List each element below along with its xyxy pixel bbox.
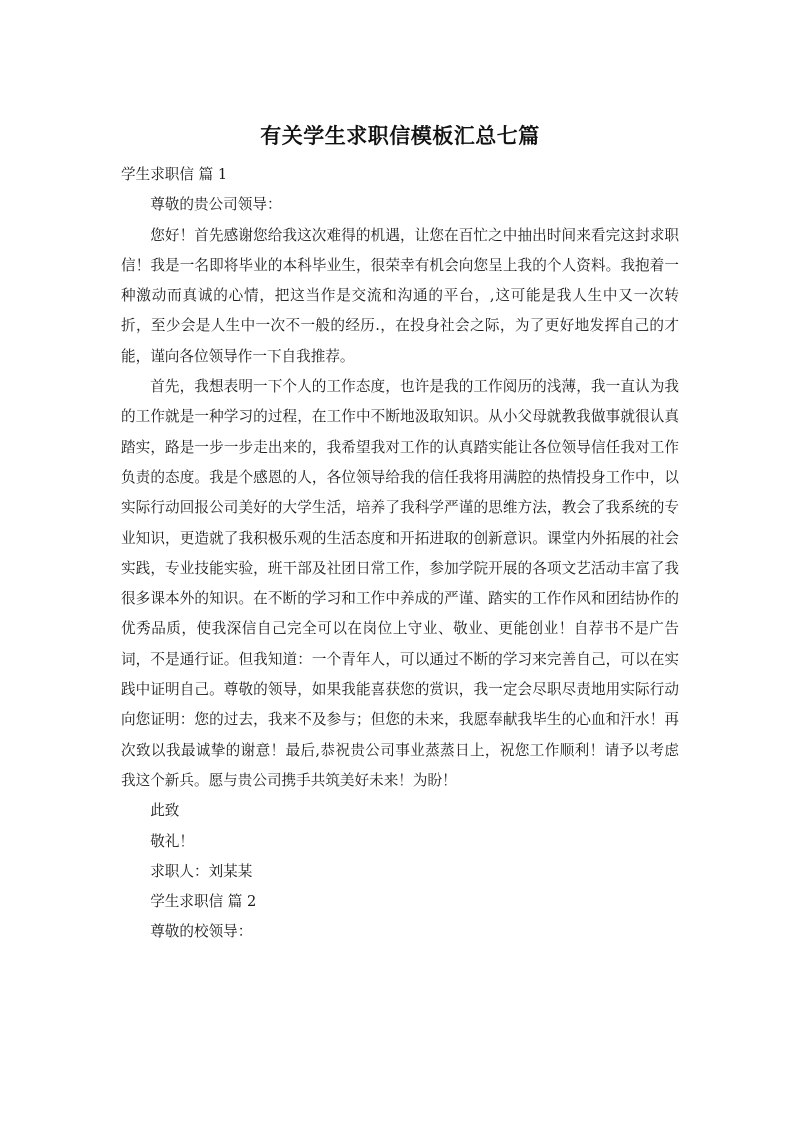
paragraph-self-introduction: 首先，我想表明一下个人的工作态度，也许是我的工作阅历的浅薄，我一直认为我的工作就是一种学习的过程，在工作中不断地汲取知识。从小父母就教我做事就很认真踏实，路是一步一步走出来的，我希望我对工作的认真踏实能让各位领导信任我对工作负责的态度。我是个感恩的人，各位领导给我的信任我将用满腔的热情投身工作中，以实际行动回报公司美好的大学生活，培养了我科学严谨的思维方法，教会了我系统的专业知识，更造就了我积极乐观的生活态度和开拓进取的创新意识。课堂内外拓展的社会实践，专业技能实验，班干部及社团日常工作，参加学院开展的各项文艺活动丰富了我很多课本外的知识。在不断的学习和工作中养成的严谨、踏实的工作作风和团结协作的优秀品质，使我深信自己完全可以在岗位上守业、敬业、更能创业！自荐书不是广告词，不是通行证。但我知道：一个青年人，可以通过不断的学习来完善自己，可以在实践中证明自己。尊敬的领导，如果我能喜获您的赏识，我一定会尽职尽责地用实际行动向您证明：您的过去，我来不及参与；但您的未来，我愿奉献我毕生的心血和汗水！再次致以我最诚挚的谢意！最后,恭祝贵公司事业蒸蒸日上，祝您工作顺利！请予以考虑我这个新兵。愿与贵公司携手共筑美好未来！为盼！ — [121, 378, 679, 789]
signature-line: 求职人：刘某某 — [150, 862, 253, 880]
closing-line-1: 此致 — [150, 802, 180, 820]
document-body — [121, 160, 679, 948]
paragraph-greeting: 您好！首先感谢您给我这次难得的机遇，让您在百忙之中抽出时间来看完这封求职信！我是一名即将毕业的本科毕业生，很荣幸有机会向您呈上我的个人资料。我抱着一种激动而真诚的心情，把这当作是交流和沟通的平台，,这可能是我人生中又一次转折，至少会是人生中一次不一般的经历.，在投身社会之际，为了更好地发挥自己的才能，谨向各位领导作一下自我推荐。 — [121, 226, 679, 365]
salutation-2: 尊敬的校领导： — [150, 923, 253, 941]
salutation-1: 尊敬的贵公司领导： — [150, 196, 282, 214]
section-heading-1: 学生求职信 篇 1 — [121, 166, 228, 183]
document-title: 有关学生求职信模板汇总七篇 — [260, 124, 540, 148]
closing-line-2: 敬礼！ — [150, 832, 194, 850]
section-heading-2: 学生求职信 篇 2 — [150, 893, 257, 911]
